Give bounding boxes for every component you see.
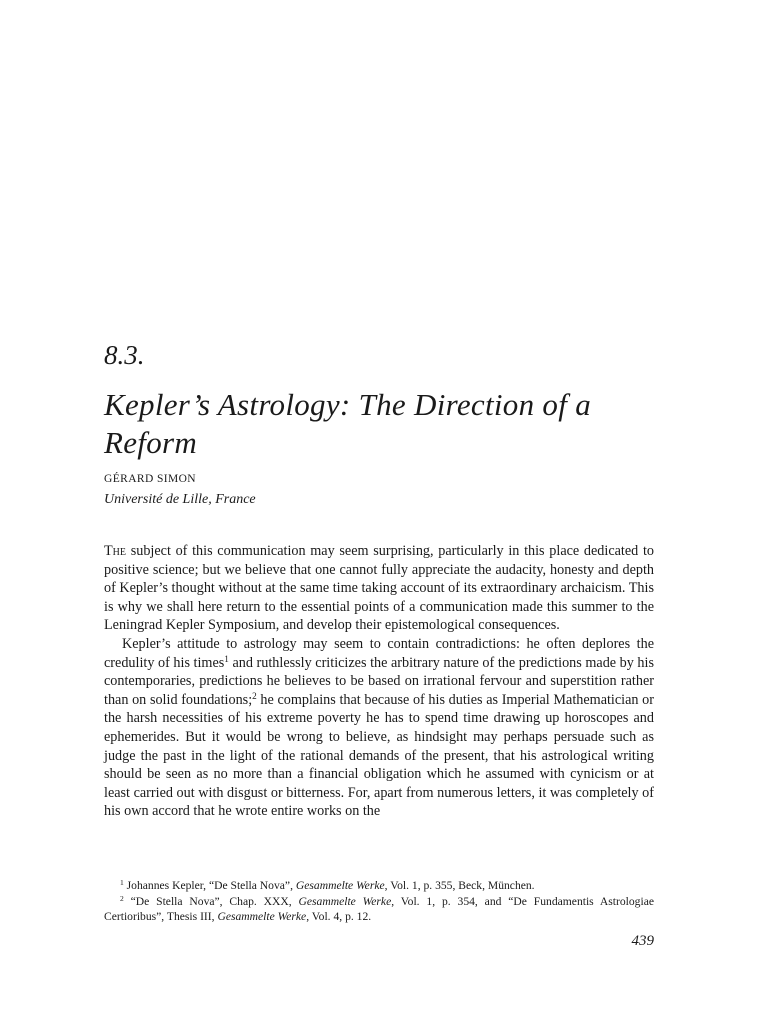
author-name: GÉRARD SIMON (104, 473, 197, 485)
paragraph-text: and ruthlessly criticizes the arbitrary nature of the predictions made by his contemporaries, predictions he believes to be based on irrational fervour and superstition rather than on solid foundations; (104, 654, 654, 708)
paragraph-lead-word: The (104, 543, 126, 559)
footnote-italic: Gesammelte Werke (217, 910, 307, 923)
paragraph-text: he complains that because of his duties as Imperial Mathematician or the harsh necessities of his extreme poverty he has to spend time drawing up horoscopes and ephemerides. But it would be wrong to believe, as hindsight may perhaps persuade such as judge the past in the light of the rational demands of the present, that his astrological writing should be seen as no more than a financial obligation which he assumed with cynicism or at least carried out with disgust or bitterness. For, apart from numerous letters, it was completely of his own accord that he wrote entire works on the (104, 691, 654, 820)
paragraph (104, 635, 654, 821)
footnote-italic: Gesammelte Werke (298, 894, 392, 908)
footnote-text: “De Stella Nova”, Chap. XXX, (123, 894, 299, 908)
footnote-text: , Vol. 1, p. 354, and “De Fundamentis Astrologiae Certioribus”, Thesis III, (104, 894, 654, 923)
paragraph-text: subject of this communication may seem surprising, particularly in this place dedicated to positive science; but we believe that one cannot fully appreciate the audacity, honesty and depth of Kepler’s thought without at the same time taking account of its extraordinary archaicism. This is why we shall here return to the essential points of a communication made this summer to the Leningrad Kepler Symposium, and develop their epistemological consequences. (104, 543, 654, 634)
footnote (104, 878, 654, 894)
section-number: 8.3. (104, 340, 145, 370)
footnotes (104, 878, 654, 925)
paragraph-text: Kepler’s attitude to astrology may seem to contain contradictions: he often deplores the credulity of his times (104, 635, 654, 671)
footnote (104, 894, 654, 925)
paragraph (104, 542, 654, 635)
footnote-marker: 1 (120, 877, 124, 887)
footnote-text: , Vol. 4, p. 12. (306, 910, 372, 923)
footnote-reference: 1 (224, 653, 229, 664)
footnote-text: Johannes Kepler, “De Stella Nova”, (123, 879, 296, 892)
article-title: Kepler’s Astrology: The Direction of a Reform (104, 387, 591, 460)
footnote-italic: Gesammelte Werke (295, 879, 385, 892)
author-affiliation: Université de Lille, France (104, 492, 256, 507)
body-text (104, 542, 654, 821)
footnote-text: , Vol. 1, p. 355, Beck, München. (384, 879, 535, 892)
footnote-reference: 2 (252, 690, 257, 701)
page-number: 439 (631, 933, 654, 949)
footnote-marker: 2 (120, 893, 124, 903)
